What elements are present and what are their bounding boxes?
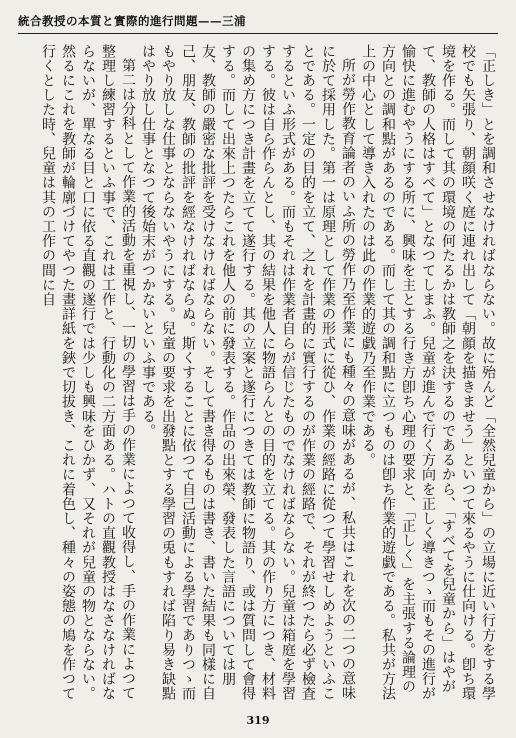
- paragraph: 「正しき」とを調和させなければならない。故に殆んど「全然兒童から」の立場に近い行方をする學校でも矢張り、朝顔咲く庭に連れ出して「朝顔を描きませう」といつて來るやうに仕向ける。卽ち環境を作る。而して其の環境の何たるかは教師之を決するのであるから、「すべてを兒童から」はやがて、教師の人格はすべて」となつてしまふ。兒童が進んで行く方向を正しく導きつゝ而もその進行が愉快に進むやうにする所に、興味を主とする行き方卽ち心理の要求と、「正しく」を主張する論理の方向との調和點があるのである。而して其の調和點に立つものは卽ち作業的遊戯である。私共が方法上の中心として導き入れたのは此の作業的遊戯乃至作業である。: [360, 44, 496, 701]
- page-number: 319: [246, 714, 270, 727]
- paragraph: 所が勞作教育論者のいふ所の勞作乃至作業にも種々の意味があるが、私共はこれを次の二つの意味に於て採用した。第一は原理として作業の形式に從ひ、作業の經路に從つて學習せしめようといふことである。一定の目的を立て、之れを計畫的に實行するのが作業の經路で、それが終つたら必ず檢査するといふ形式がある。而もそれは作業者自らが信じたものでなければならない。兒童は箱庭を學習する。彼は自ら作らんとし、其の結果を他人に物語らんとの目的を立てる。其の作り方につき、材料の集め方につき計畫を立てて遂行する。其の立案と遂行につきては教師に物語り、或は質問して會得する。而して出來上つたらこれを他人の前に發表する。作品の出來榮、發表した言語については朋友、教師の嚴密な批評を受けなければならない。そして書き得るものは書き、書いた結果も同樣に自己、朋友、教師の批評を經なければならぬ。斯くすることに依つて自己活動による學習でありつゝ而もやり放しな仕事とならないやうにする。兒童の要求を出發點とする學習の兎もすれば陷り易き缺點はやり放し仕事となつて後始末がつかないといふ事である。: [140, 44, 356, 701]
- header-rule: [18, 33, 498, 34]
- running-header: 統合教授の本質と實際的進行問題——三浦: [18, 14, 246, 28]
- body-text: [18, 44, 498, 704]
- paragraph: 第二は分科として作業的活動を重視し、一切の學習は手の作業によつて收得し、手の作業によつて整理し練習するといふ事で、これは工作と、行動化の二方面ある。ハトの直觀教授はなさなければならないが、單なる目と口に依る直觀の遂行では少しも興味をひかず、又それが兒童の物とならない。然るにこれを教師が輪廓づけてやつた畫詳紙を鋏で切拔き、これに着色し、種々の姿態の鳩を作つて行くとした時、兒童は其の工作の間に自: [40, 44, 136, 701]
